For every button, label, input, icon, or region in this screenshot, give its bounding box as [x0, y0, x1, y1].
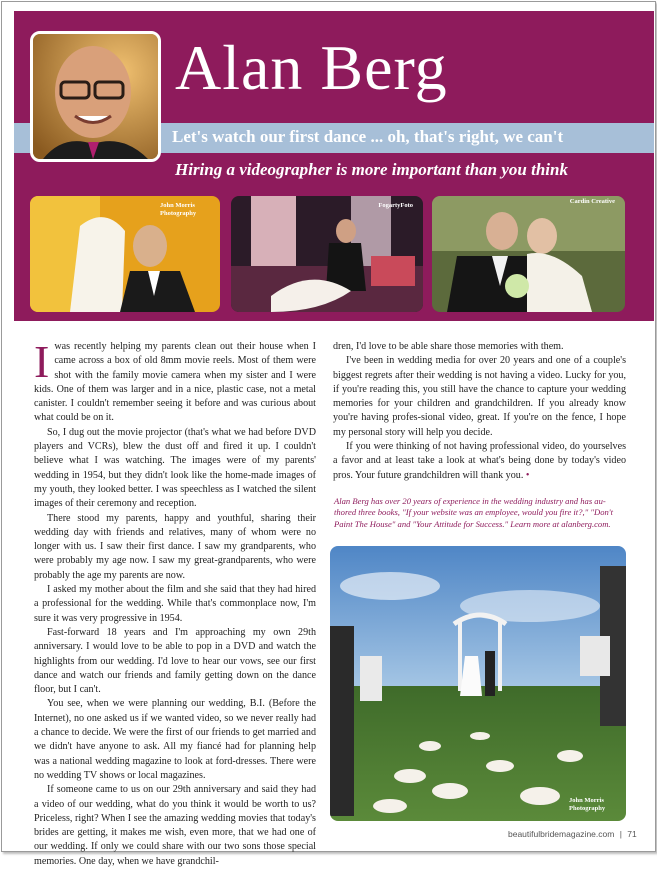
drop-cap: I [34, 336, 50, 387]
paragraph-7: If someone came to us on our 29th anniversary and said they had a video of our wedding, what do you think it would be worth to us? Priceless, right? When I see the amazing wedding movies that today's brides are getting, it makes me wish, even more, that we had one of our wedding. If only we could share with our two sons those special memories. One day, when we have grandchil- [34, 784, 316, 867]
paragraph-6: You see, when we were planning our wedding, B.I. (Before the Internet), no one asked us if we wanted video, so we never really had a chance to decide. We were the first of our friends to get married and we didn't have anyone to ask. All my fiancé had for planning help was a national wedding magazine to look at ford-dresses. There were no wedding TV shows or local magazines. [34, 698, 316, 781]
paragraph-1-text: was recently helping my parents clean out their house when I came across a box of old 8mm movie reels. Most of them were shot with the family movie camera when my sister and I were kids. One of them was larger and in a nice, plastic case, not a metal canister. I couldn't remember seeing it before and was curious about what could be on it. [34, 341, 316, 424]
paragraph-9: I've been in wedding media for over 20 years and one of a couple's biggest regrets after their wedding is not having a video. Lucky for you, if you're reading this, you still have the chance to capture your wedding memories for your children and grandchildren. If you already know you're having profes-sional video, great. If you're on the fence, I hope my personal story will help you decide. [333, 355, 626, 438]
ceremony-photo [330, 546, 626, 821]
page-number: 71 [627, 829, 637, 839]
paragraph-10 [333, 440, 626, 483]
subheadline: Hiring a videographer is more important than you think [175, 160, 568, 179]
photo-credit-2: FogartyFoto [378, 202, 413, 209]
wedding-photo-3 [432, 196, 625, 312]
wedding-photo-2 [231, 196, 423, 312]
paragraph-3: There stood my parents, happy and youthful, sharing their wedding day with friends and relatives, many of whom were no longer with us. I saw their first dance. I saw my grandparents, who were probably my age now. I saw my great-grandparents, who were probably the age my parents are now. [34, 512, 316, 581]
paragraph-2: So, I dug out the movie projector (that's what we had before DVD players and VCRs), blew the dust off and fired it up. I couldn't believe what I was watching. The images were of my parents' wedding in 1954, but they didn't look like the home-made images of my youth, they looked better. I was speechless as I watched the silent images of their ceremony and reception. [34, 426, 316, 510]
headline: Let's watch our first dance ... oh, that's right, we can't [172, 127, 564, 146]
photo-credit-3: Cardin Creative [569, 198, 615, 205]
paragraph-4: I asked my mother about the film and she said that they had hired a professional for the wedding. While that's commonplace now, I'm sure it was very progressive in 1954. [34, 584, 316, 624]
article-column-1 [34, 336, 316, 869]
photo-credit-big: John Morris Photography [569, 797, 606, 812]
paragraph-10-text: If you were thinking of not having professional video, do yourselves a favor and at least take a look at what's being done by today's video pros. Your future grandchildren will thank you. [333, 441, 626, 481]
author-bio: Alan Berg has over 20 years of experience in the wedding industry and has au-thored three books, "If your website was an employee, would you fire it?," "Don't Paint The House" and "Your Attitude for Success." Learn more at alanberg.com. [334, 496, 614, 529]
page-footer [508, 829, 637, 839]
paragraph-5: Fast-forward 18 years and I'm approaching my own 29th anniversary. I would love to be able to pop in a DVD and watch the highlights from our wedding. I'd love to hear our vows, see our first dance and watch our friends and family getting down on the dance floor, but I can't. [34, 626, 316, 696]
author-name-title: Alan Berg [175, 32, 448, 103]
paragraph-1 [34, 336, 316, 426]
footer-separator: | [619, 829, 622, 839]
paragraph-8: dren, I'd love to be able share those memories with them. [333, 341, 564, 352]
footer-site: beautifulbridemagazine.com [508, 829, 615, 839]
photo-credit-1: John Morris Photography [160, 202, 197, 217]
article-column-2 [333, 340, 626, 483]
author-portrait [30, 31, 161, 162]
wedding-photo-1 [30, 196, 220, 312]
end-mark: • [525, 469, 530, 481]
